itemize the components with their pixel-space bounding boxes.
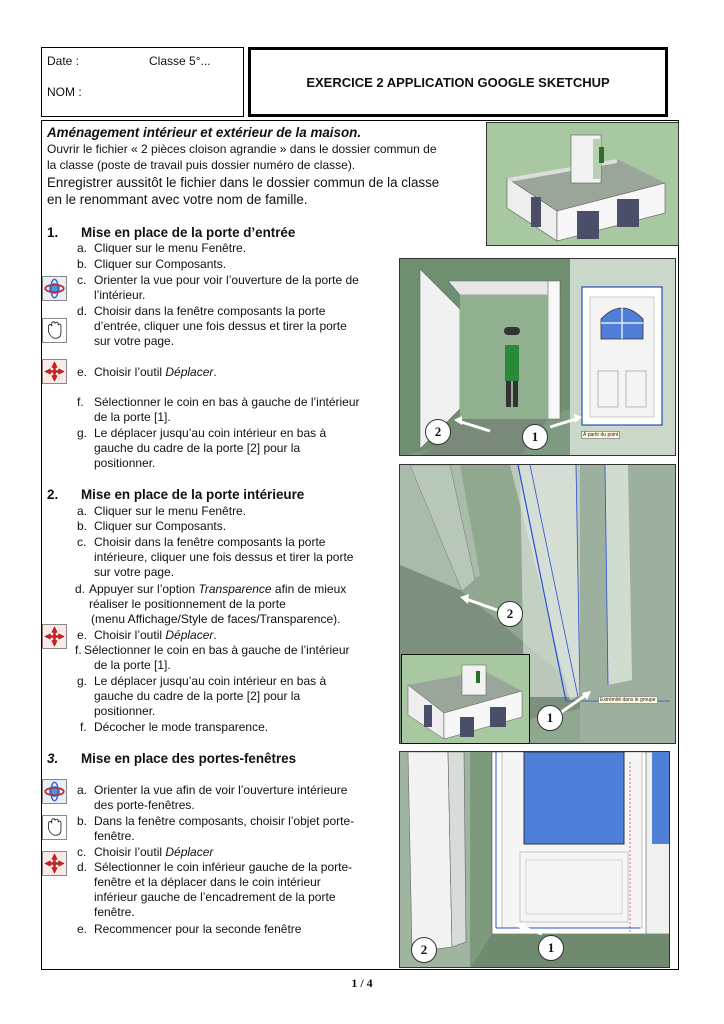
section-1-title: Mise en place de la porte d’entrée xyxy=(81,225,296,240)
step-text: gauche du cadre de la porte [2] pour la xyxy=(94,689,301,703)
section-1-number: 1. xyxy=(47,225,59,240)
step-text: Appuyer sur l’option xyxy=(89,582,199,596)
step-text: gauche du cadre de la porte [2] pour la xyxy=(94,441,301,455)
step-text: Choisir l’outil xyxy=(94,628,166,642)
step-text: Sélectionner le coin en bas à gauche de l’intérieur xyxy=(84,643,350,657)
step-text: . xyxy=(213,365,217,379)
step-text: Orienter la vue pour voir l’ouverture de la porte de xyxy=(94,273,359,287)
tool-name: Déplacer xyxy=(165,845,214,859)
step-text: d’entrée, cliquer une fois dessus et tirer la porte xyxy=(94,319,347,333)
move-tool-icon xyxy=(42,851,67,876)
intro-line-3: Enregistrer aussitôt le fichier dans le dossier commun de la classe xyxy=(47,175,440,190)
step-text: Cliquer sur Composants. xyxy=(94,519,227,533)
step-text: positionner. xyxy=(94,456,156,470)
marker: b. xyxy=(77,257,88,271)
step-text: inférieur gauche de l’encadrement de la porte xyxy=(94,890,336,904)
marker: b. xyxy=(77,814,88,828)
pan-hand-icon xyxy=(42,318,67,343)
step-text: positionner. xyxy=(94,704,156,718)
step-text: Cliquer sur Composants. xyxy=(94,257,227,271)
step-text: Choisir l’outil xyxy=(94,365,166,379)
marker: d. xyxy=(77,304,88,318)
marker: c. xyxy=(77,845,87,859)
callout-1: 1 xyxy=(538,935,564,961)
section-3-title: Mise en place des portes-fenêtres xyxy=(81,751,297,766)
move-tool-icon xyxy=(42,359,67,384)
marker: f. xyxy=(75,643,82,657)
step-text: fenêtre. xyxy=(94,829,135,843)
step-text: Orienter la vue afin de voir l’ouverture intérieure xyxy=(94,783,348,797)
step-text: Recommencer pour la seconde fenêtre xyxy=(94,922,302,936)
step-text: réaliser le positionnement de la porte xyxy=(89,597,286,611)
marker: c. xyxy=(77,535,87,549)
marker: g. xyxy=(77,426,88,440)
callout-2: 2 xyxy=(497,601,523,627)
section-3-heading xyxy=(47,751,387,768)
step-text: afin de mieux xyxy=(271,582,347,596)
name-label: NOM : xyxy=(47,85,82,99)
step-text: Dans la fenêtre composants, choisir l’objet porte- xyxy=(94,814,355,828)
tooltip-origin: À partir du point xyxy=(583,432,619,438)
house-overview-image xyxy=(486,122,679,246)
intro-line-4: en le renommant avec votre nom de famille. xyxy=(47,192,308,207)
section-2-title: Mise en place de la porte intérieure xyxy=(81,487,305,502)
step-text: Le déplacer jusqu’au coin intérieur en bas à xyxy=(94,426,327,440)
page-number: 1 / 4 xyxy=(351,976,373,990)
step-text: des porte-fenêtres. xyxy=(94,798,195,812)
section-3-number: 3. xyxy=(47,751,59,766)
step-text: fenêtre. xyxy=(94,905,135,919)
section-1-heading xyxy=(47,225,387,242)
marker: e. xyxy=(77,365,88,379)
intro-heading: Aménagement intérieur et extérieur de la maison. xyxy=(47,125,362,140)
marker: d. xyxy=(75,582,86,596)
step-text: Choisir dans la fenêtre composants la porte xyxy=(94,304,326,318)
callout-1: 1 xyxy=(537,705,563,731)
orbit-icon xyxy=(42,276,67,301)
marker: a. xyxy=(77,783,88,797)
tooltip-group-end: Extrémité dans le groupe xyxy=(600,697,656,703)
marker: a. xyxy=(77,241,88,255)
marker: g. xyxy=(77,674,88,688)
callout-2: 2 xyxy=(425,419,451,445)
marker: e. xyxy=(77,628,88,642)
marker: d. xyxy=(77,860,88,874)
step-text: l’intérieur. xyxy=(94,288,146,302)
orbit-icon xyxy=(42,779,67,804)
callout-1: 1 xyxy=(522,424,548,450)
step-text: Choisir l’outil xyxy=(94,845,166,859)
step-text: Cliquer sur le menu Fenêtre. xyxy=(94,504,247,518)
step-text: sur votre page. xyxy=(94,334,175,348)
interior-door-overview-inset xyxy=(401,654,530,744)
date-label: Date : xyxy=(47,54,80,68)
step-text: sur votre page. xyxy=(94,565,175,579)
callout-2: 2 xyxy=(411,937,437,963)
header-info-box xyxy=(41,47,244,117)
marker: f. xyxy=(77,395,84,409)
step-text: Cliquer sur le menu Fenêtre. xyxy=(94,241,247,255)
page-title-text: EXERCICE 2 APPLICATION GOOGLE SKETCHUP xyxy=(306,74,610,90)
step-text: Sélectionner le coin en bas à gauche de l’intérieur xyxy=(94,395,360,409)
marker: b. xyxy=(77,519,88,533)
step-text: intérieure, cliquer une fois dessus et tirer la porte xyxy=(94,550,354,564)
move-tool-icon xyxy=(42,624,67,649)
step-text: Choisir dans la fenêtre composants la porte xyxy=(94,535,326,549)
option-name: Transparence xyxy=(198,582,272,596)
step-text: . xyxy=(213,628,217,642)
page-title xyxy=(248,47,668,117)
french-window-image xyxy=(399,751,670,968)
pan-hand-icon xyxy=(42,815,67,840)
marker: f. xyxy=(80,720,87,734)
section-2-number: 2. xyxy=(47,487,59,502)
tool-name: Déplacer xyxy=(165,365,214,379)
intro-line-2: la classe (poste de travail puis dossier numéro de classe). xyxy=(47,158,356,172)
marker: c. xyxy=(77,273,87,287)
marker: a. xyxy=(77,504,88,518)
tool-name: Déplacer xyxy=(165,628,214,642)
step-text: Sélectionner le coin inférieur gauche de la porte- xyxy=(94,860,353,874)
step-text: (menu Affichage/Style de faces/Transparence). xyxy=(91,612,341,626)
step-text: de la porte [1]. xyxy=(94,658,171,672)
step-text: fenêtre et la déplacer dans le coin intérieur xyxy=(94,875,321,889)
step-text: de la porte [1]. xyxy=(94,410,171,424)
section-2-heading xyxy=(47,487,387,504)
marker: e. xyxy=(77,922,88,936)
step-text: Le déplacer jusqu’au coin intérieur en bas à xyxy=(94,674,327,688)
step-text: Décocher le mode transparence. xyxy=(94,720,269,734)
intro-line-1: Ouvrir le fichier « 2 pièces cloison agrandie » dans le dossier commun de xyxy=(47,142,437,156)
class-label: Classe 5°... xyxy=(149,54,211,68)
